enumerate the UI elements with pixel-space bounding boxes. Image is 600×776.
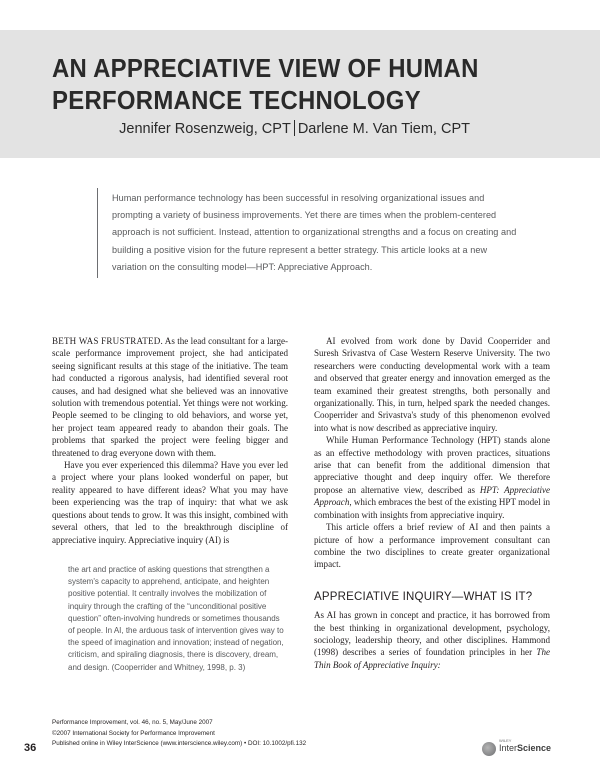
left-column (52, 335, 288, 674)
footer-line: Published online in Wiley InterScience (www.interscience.wiley.com) • DOI: 10.1002/pfi.132 (52, 740, 307, 747)
paragraph-text: As AI has grown in concept and practice, it has borrowed from the best thinking in organizational development, psychology, sociology, leadership theory, and other disciplines. Hammond (1998) describes a series of foundation principles in her (314, 610, 550, 658)
footer-line: ©2007 International Society for Performance Improvement (52, 729, 215, 737)
logo-name-suffix: Science (517, 743, 552, 753)
article-title (52, 52, 530, 116)
paragraph-text: As the lead consultant for a large-scale performance improvement project, she had anticipated seeing significant results at this stage of the initiative. The team had conducted a rigorous analysis, had identified several root causes, and had designed what she believed was an innovative solution with tremendous potential. Yet things were not working. People seemed to be clinging to old behaviors, and worse yet, her project team appeared ready to abandon their goals. The problems that sparked the project were feeling bigger and threatened to drag everyone down with them. (52, 336, 288, 458)
paragraph (314, 609, 550, 671)
italic-book-title: The Thin Book of Appreciative Inquiry: (314, 647, 550, 670)
title-line-1: AN APPRECIATIVE VIEW OF HUMAN (52, 53, 479, 83)
footer-citation (52, 718, 306, 750)
author-separator (294, 120, 295, 136)
logo-small-text: WILEY (499, 738, 512, 743)
italic-term: HPT: Appreciative Approach (314, 484, 551, 508)
section-heading: APPRECIATIVE INQUIRY—WHAT IS IT? (314, 590, 533, 603)
paragraph (314, 434, 550, 521)
paragraph: AI evolved from work done by David Cooperrider and Suresh Srivastva of Case Western Reserve University. The two researchers were conducting developmental work with a team and observed that greater energy and innovation emerged as the team examined their greatest strengths, both personally and organizationally. This, in turn, helped spark the needed changes. Cooperrider and Srivastva's study of this phenomenon evolved into what is now described as appreciative inquiry. (314, 336, 550, 433)
title-line-2: PERFORMANCE TECHNOLOGY (52, 85, 421, 115)
paragraph: Have you ever experienced this dilemma? Have you ever led a project where your plans looked wonderful on paper, but reality appeared to have different ideas? What you may have been experiencing was the trap of inquiry: that what we ask questions about tends to grow. It was this insight, combined with several others, that led to the breakthrough discipline of appreciative inquiry. Appreciative inquiry (AI) is (52, 460, 288, 545)
globe-icon (482, 742, 496, 756)
logo-name-prefix: Inter (499, 743, 518, 753)
abstract-rule (97, 188, 98, 278)
author-1: Jennifer Rosenzweig, CPT (119, 121, 291, 137)
footer-line: Performance Improvement, vol. 46, no. 5, May/June 2007 (52, 719, 213, 726)
block-quote: the art and practice of asking questions that strengthen a system's capacity to apprehend, anticipate, and heighten positive potential. It centrally involves the mobilization of inquiry through the crafting of the “unconditional positive question” often-involving hundreds or sometimes thousands of people. In AI, the arduous task of intervention gives way to the speed of imagination and innovation; instead of negation, criticism, and spiraling diagnosis, there is discovery, dream, and design. (Cooperrider and Whitney, 1998, p. 3) (68, 564, 284, 672)
abstract: Human performance technology has been successful in resolving organizational issues and prompting a variety of business improvements. Yet there are times when the problem-centered approach is not sufficient. Instead, attention to organizational strengths and a focus on creating and building a positive vision for the future represent a better strategy. This article looks at a new variation on the consulting model—HPT: Appreciative Approach. (112, 193, 517, 272)
paragraph-text: , which embraces the best of the existing HPT model in combination with insights from appreciative inquiry. (314, 497, 550, 520)
paragraph: This article offers a brief review of AI and then paints a picture of how a performance improvement consultant can combine the two disciplines to create greater organizational impact. (314, 522, 550, 570)
paragraph (52, 335, 288, 459)
logo-name (499, 743, 551, 753)
right-column (314, 335, 550, 671)
publisher-logo (482, 736, 582, 764)
author-2: Darlene M. Van Tiem, CPT (297, 121, 470, 137)
authors (119, 120, 470, 137)
page-number: 36 (24, 742, 37, 754)
paragraph-text: While Human Performance Technology (HPT) stands alone as an effective methodology with proven practices, situations arise that can benefit from the additional dimension that appreciative thought and deep inquiry offer. We therefore propose an alternative view, described as (314, 435, 550, 495)
lead-in: BETH WAS FRUSTRATED. (52, 336, 163, 346)
